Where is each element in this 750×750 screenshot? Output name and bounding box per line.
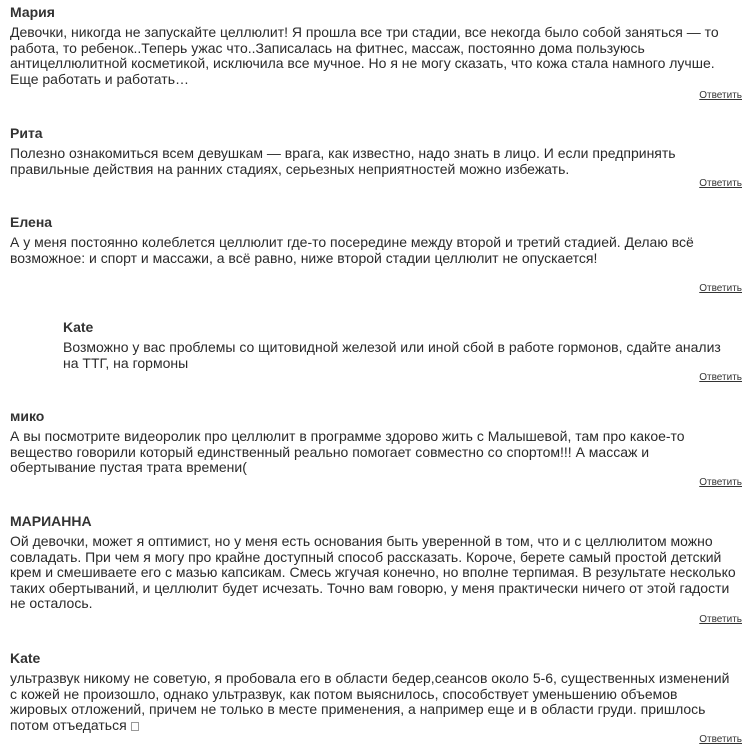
comment-text: ультразвук никому не советую, я пробовала его в области бедер,сеансов около 5-6, существенных изменений с кожей не произошло, однако ультразвук, как потом выяснилось, способствует уменьшению объемов жировых отложений, причем не только в месте применения, а например еще и в области груди. пришлось потом отъедаться xyxy=(10,670,730,733)
comment-text: А вы посмотрите видеоролик про целлюлит в программе здорово жить с Малышевой, там про какое-то вещество говорили который единственный реально помогает совместно со спортом!!! А массаж и обертывание пустая трата времени( xyxy=(10,428,685,475)
comment-author: Kate xyxy=(63,319,94,335)
comment xyxy=(10,214,742,294)
comment-author: Kate xyxy=(10,650,41,666)
comment xyxy=(10,125,742,189)
reply-link[interactable]: Ответить xyxy=(699,734,742,745)
nested-comment xyxy=(63,319,742,383)
reply-link[interactable]: Ответить xyxy=(699,283,742,294)
reply-link[interactable]: Ответить xyxy=(699,90,742,101)
reply-link[interactable]: Ответить xyxy=(699,614,742,625)
comment xyxy=(10,650,742,745)
comment-author: МАРИАННА xyxy=(10,513,92,529)
reply-link[interactable]: Ответить xyxy=(699,178,742,189)
emoji-placeholder-icon xyxy=(131,722,139,731)
reply-link[interactable]: Ответить xyxy=(699,477,742,488)
comment-author: Рита xyxy=(10,125,43,141)
comment-text: Девочки, никогда не запускайте целлюлит! Я прошла все три стадии, все некогда было собой заняться — то работа, то ребенок..Теперь ужас что..Записалась на фитнес, массаж, постоянно дома пользуюсь антицеллюлитной косметикой, исключила все мучное. Но я не могу сказать, что кожа стала намного лучше. Еще работать и работать… xyxy=(10,24,719,87)
comment xyxy=(10,4,742,101)
comment xyxy=(10,408,742,488)
comment-text: Ой девочки, может я оптимист, но у меня есть основания быть уверенной в том, что и с целлюлитом можно совладать. При чем я могу про крайне доступный способ рассказать. Короче, берете самый простой детский крем и смешиваете его с мазью капсикам. Смесь жгучая конечно, но вполне терпимая. В результате несколько таких обертываний, и целлюлит будет исчезать. Точно вам говорю, у меня практически ничего от этой гадости не осталось. xyxy=(10,533,736,611)
reply-link[interactable]: Ответить xyxy=(699,372,742,383)
comment xyxy=(10,513,742,625)
comment-text-wrapper xyxy=(10,671,742,733)
comment-author: Мария xyxy=(10,4,55,20)
comment-text: Возможно у вас проблемы со щитовидной железой или иной сбой в работе гормонов, сдайте анализ на ТТГ, на гормоны xyxy=(63,339,721,371)
comment-text: А у меня постоянно колеблется целлюлит где-то посередине между второй и третий стадией. Делаю всё возможное: и спорт и массажи, а всё равно, ниже второй стадии целлюлит не опускается! xyxy=(10,234,694,266)
comment-author: Елена xyxy=(10,214,53,230)
comment-text: Полезно ознакомиться всем девушкам — врага, как известно, надо знать в лицо. И если предпринять правильные действия на ранних стадиях, серьезных неприятностей можно избежать. xyxy=(10,145,676,177)
comment-author: мико xyxy=(10,408,45,424)
